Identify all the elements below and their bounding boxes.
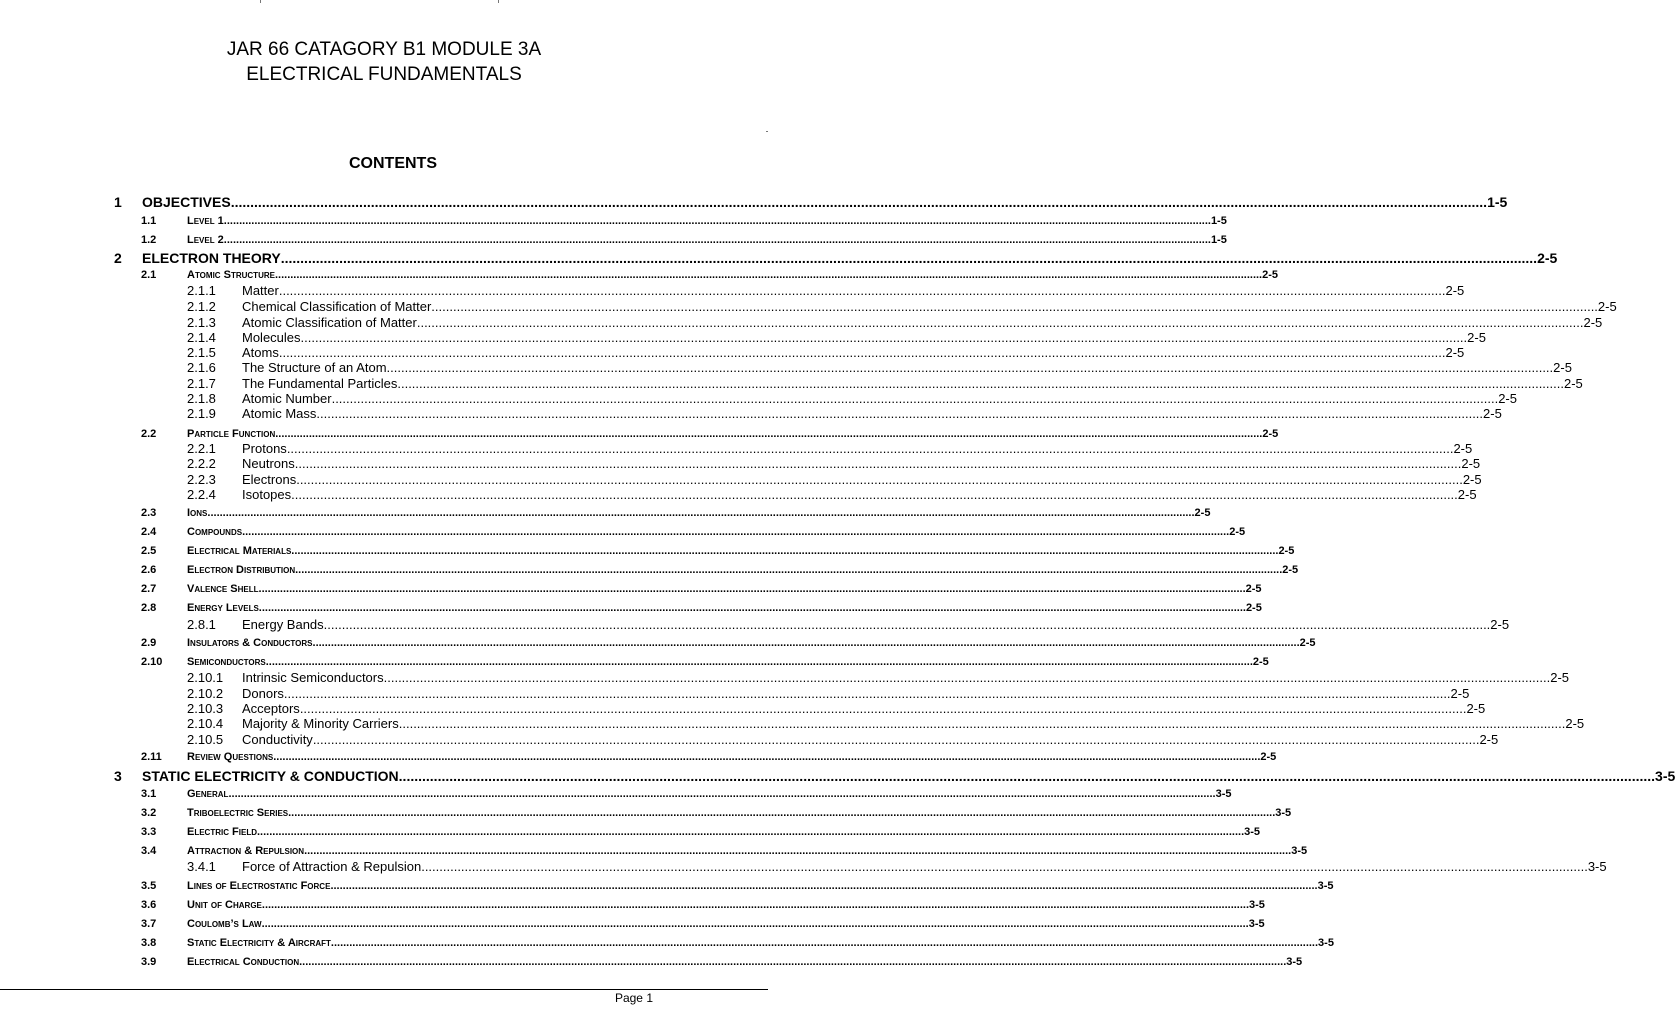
toc-leader-dots xyxy=(300,701,1467,716)
toc-entry-level3[interactable] xyxy=(187,487,1477,502)
toc-leader-dots xyxy=(288,806,1275,821)
toc-entry-number: 2.1.9 xyxy=(187,406,216,421)
toc-entry-level3[interactable] xyxy=(187,670,1570,685)
toc-leader-dots xyxy=(224,214,1211,229)
toc-entry-number: 3 xyxy=(114,768,122,784)
toc-leader-dots xyxy=(291,487,1458,502)
toc-entry-title: Electrons xyxy=(242,472,297,487)
toc-entry-number: 2.6 xyxy=(141,564,157,576)
toc-entry-title: Electrical Materials xyxy=(187,545,292,557)
contents-heading: CONTENTS xyxy=(349,155,437,172)
toc-entry-title: Energy Bands xyxy=(242,617,324,632)
toc-entry-title: Intrinsic Semiconductors xyxy=(242,670,384,685)
toc-entry-number: 2.2.1 xyxy=(187,441,216,456)
toc-entry-page: 2-5 xyxy=(1453,441,1473,456)
toc-entry-number: 1 xyxy=(114,194,122,210)
toc-entry-title: Level 2 xyxy=(187,234,224,246)
toc-entry-number: 2.11 xyxy=(141,751,162,763)
toc-entry-level2[interactable] xyxy=(141,879,1334,894)
toc-leader-dots xyxy=(417,315,1584,330)
toc-entry-page: 2-5 xyxy=(1498,391,1517,406)
toc-leader-dots xyxy=(231,193,1487,211)
toc-leader-dots xyxy=(257,825,1244,840)
toc-leader-dots xyxy=(313,732,1480,747)
toc-entry-level3[interactable] xyxy=(187,299,1617,314)
toc-entry-number: 1.1 xyxy=(141,215,157,227)
toc-entry-level2[interactable] xyxy=(141,655,1269,670)
toc-entry-level2[interactable] xyxy=(141,955,1303,970)
toc-entry-page: 2-5 xyxy=(1490,617,1510,632)
toc-entry-number: 2.1.1 xyxy=(187,283,216,298)
toc-entry-title: ELECTRON THEORY xyxy=(142,250,281,266)
toc-entry-title: Review Questions xyxy=(187,751,274,763)
toc-leader-dots xyxy=(332,391,1499,406)
toc-entry-number: 3.6 xyxy=(141,899,157,911)
toc-entry-title: Triboelectric Series xyxy=(187,807,289,819)
toc-entry-level2[interactable] xyxy=(141,636,1316,651)
toc-entry-level3[interactable] xyxy=(187,859,1607,874)
toc-entry-number: 2.2 xyxy=(141,428,157,440)
toc-entry-page: 2-5 xyxy=(1583,315,1603,330)
toc-entry-title: The Structure of an Atom xyxy=(242,360,387,375)
toc-entry-page: 3-5 xyxy=(1317,880,1334,892)
toc-entry-number: 2.1.5 xyxy=(187,345,216,360)
toc-leader-dots xyxy=(304,844,1291,859)
toc-entry-title: Atoms xyxy=(242,345,279,360)
toc-entry-level3[interactable] xyxy=(187,456,1481,471)
toc-entry-title: Matter xyxy=(242,283,279,298)
toc-entry-number: 2.8.1 xyxy=(187,617,216,632)
toc-entry-page: 3-5 xyxy=(1291,845,1308,857)
toc-entry-number: 3.4 xyxy=(141,845,157,857)
toc-leader-dots xyxy=(228,787,1215,802)
toc-entry-level1[interactable] xyxy=(114,767,1675,785)
toc-entry-title: Valence Shell xyxy=(187,583,259,595)
toc-entry-page: 2-5 xyxy=(1282,564,1299,576)
toc-entry-number: 2.10.5 xyxy=(187,732,224,747)
toc-leader-dots xyxy=(224,233,1211,248)
toc-entry-page: 2-5 xyxy=(1466,701,1486,716)
toc-leader-dots xyxy=(330,879,1317,894)
toc-entry-level2[interactable] xyxy=(141,917,1265,932)
page-number: Page 1 xyxy=(614,991,653,1005)
toc-entry-page: 2-5 xyxy=(1260,751,1277,763)
toc-entry-number: 2.10.2 xyxy=(187,686,224,701)
toc-entry-title: Conductivity xyxy=(242,732,313,747)
toc-entry-title: Molecules xyxy=(242,330,301,345)
toc-leader-dots xyxy=(262,917,1249,932)
toc-entry-page: 2-5 xyxy=(1550,670,1570,685)
toc-entry-title: Majority & Minority Carriers xyxy=(242,716,399,731)
toc-entry-page: 2-5 xyxy=(1450,686,1470,701)
toc-entry-page: 2-5 xyxy=(1483,406,1502,421)
toc-entry-page: 2-5 xyxy=(1565,716,1585,731)
toc-entry-number: 2.2.2 xyxy=(187,456,216,471)
toc-entry-page: 3-5 xyxy=(1275,807,1292,819)
toc-entry-page: 2-5 xyxy=(1467,330,1486,345)
toc-leader-dots xyxy=(295,563,1282,578)
toc-entry-title: Static Electricity & Aircraft xyxy=(187,937,331,949)
toc-entry-level3[interactable] xyxy=(187,441,1473,456)
toc-entry-title: OBJECTIVES xyxy=(142,194,231,210)
toc-leader-dots xyxy=(284,686,1451,701)
toc-leader-dots xyxy=(259,582,1246,597)
toc-entry-level2[interactable] xyxy=(141,214,1227,229)
toc-entry-level1[interactable] xyxy=(114,249,1558,267)
toc-leader-dots xyxy=(421,859,1588,874)
toc-entry-number: 2.1.6 xyxy=(187,360,216,375)
toc-entry-level2[interactable] xyxy=(141,936,1334,951)
toc-entry-title: Force of Attraction & Repulsion xyxy=(242,859,422,874)
toc-entry-level2[interactable] xyxy=(141,563,1299,578)
toc-entry-level3[interactable] xyxy=(187,360,1572,375)
toc-entry-level2[interactable] xyxy=(141,525,1246,540)
top-crop-mark-right xyxy=(498,0,499,3)
toc-leader-dots xyxy=(279,283,1446,298)
toc-entry-page: 2-5 xyxy=(1597,299,1617,314)
toc-entry-level2[interactable] xyxy=(141,233,1227,248)
toc-entry-level2[interactable] xyxy=(141,844,1308,859)
toc-entry-level3[interactable] xyxy=(187,686,1470,701)
toc-entry-number: 3.1 xyxy=(141,788,157,800)
toc-entry-page: 3-5 xyxy=(1655,768,1675,784)
toc-entry-page: 1-5 xyxy=(1487,194,1508,210)
toc-entry-number: 2.9 xyxy=(141,637,157,649)
toc-entry-title: Lines of Electrostatic Force xyxy=(187,880,331,892)
toc-leader-dots xyxy=(287,441,1454,456)
toc-entry-level3[interactable] xyxy=(187,391,1517,406)
toc-entry-number: 1.2 xyxy=(141,234,157,246)
toc-leader-dots xyxy=(296,472,1463,487)
toc-leader-dots xyxy=(279,345,1446,360)
toc-entry-title: Unit of Charge xyxy=(187,899,262,911)
toc-entry-level3[interactable] xyxy=(187,716,1585,731)
toc-leader-dots xyxy=(275,268,1262,283)
toc-entry-title: Atomic Mass xyxy=(242,406,317,421)
toc-entry-page: 3-5 xyxy=(1286,956,1303,968)
footer-rule xyxy=(0,989,768,990)
toc-entry-page: 2-5 xyxy=(1299,637,1316,649)
toc-entry-level2[interactable] xyxy=(141,427,1279,442)
toc-entry-level3[interactable] xyxy=(187,376,1583,391)
toc-entry-page: 2-5 xyxy=(1194,507,1211,519)
toc-entry-page: 2-5 xyxy=(1563,376,1583,391)
toc-entry-level1[interactable] xyxy=(114,193,1508,211)
toc-entry-level2[interactable] xyxy=(141,806,1292,821)
toc-entry-level2[interactable] xyxy=(141,268,1279,283)
toc-entry-page: 2-5 xyxy=(1245,583,1262,595)
toc-entry-page: 3-5 xyxy=(1249,899,1265,911)
toc-entry-title: General xyxy=(187,788,229,800)
toc-entry-title: Donors xyxy=(242,686,284,701)
toc-leader-dots xyxy=(266,655,1253,670)
toc-entry-page: 2-5 xyxy=(1278,545,1295,557)
toc-leader-dots xyxy=(262,898,1249,913)
toc-entry-level3[interactable] xyxy=(187,283,1465,298)
toc-leader-dots xyxy=(331,936,1318,951)
toc-entry-title: Chemical Classification of Matter xyxy=(242,299,432,314)
toc-entry-number: 2.1.2 xyxy=(187,299,216,314)
toc-entry-number: 3.3 xyxy=(141,826,157,838)
toc-entry-number: 2.5 xyxy=(141,545,157,557)
toc-entry-number: 3.7 xyxy=(141,918,157,930)
toc-leader-dots xyxy=(259,601,1246,616)
toc-entry-level2[interactable] xyxy=(141,825,1261,840)
toc-entry-page: 2-5 xyxy=(1229,526,1246,538)
document-title-line1: JAR 66 CATAGORY B1 MODULE 3A xyxy=(226,39,542,60)
document-title-line2: ELECTRICAL FUNDAMENTALS xyxy=(246,64,522,85)
toc-entry-title: Atomic Number xyxy=(242,391,332,406)
toc-entry-number: 2.10.1 xyxy=(187,670,224,685)
toc-entry-level2[interactable] xyxy=(141,898,1265,913)
toc-entry-title: Ions xyxy=(187,507,208,519)
toc-leader-dots xyxy=(399,767,1655,785)
toc-entry-page: 2-5 xyxy=(1245,602,1262,614)
toc-entry-level3[interactable] xyxy=(187,732,1499,747)
toc-entry-number: 2.1.3 xyxy=(187,315,216,330)
toc-entry-title: Protons xyxy=(242,441,287,456)
toc-leader-dots xyxy=(273,750,1260,765)
toc-entry-number: 2.1.8 xyxy=(187,391,216,406)
toc-entry-level3[interactable] xyxy=(187,406,1502,421)
toc-entry-title: Insulators & Conductors xyxy=(187,637,313,649)
toc-entry-number: 3.2 xyxy=(141,807,157,819)
toc-entry-number: 2.1.7 xyxy=(187,376,216,391)
toc-entry-level3[interactable] xyxy=(187,315,1603,330)
toc-entry-number: 2.10.3 xyxy=(187,701,224,716)
toc-entry-number: 2.1 xyxy=(141,269,157,281)
toc-entry-number: 2.4 xyxy=(141,526,157,538)
toc-entry-level3[interactable] xyxy=(187,330,1486,345)
toc-entry-title: Electron Distribution xyxy=(187,564,296,576)
toc-entry-number: 3.5 xyxy=(141,880,157,892)
toc-entry-title: Energy Levels xyxy=(187,602,259,614)
toc-entry-level2[interactable] xyxy=(141,544,1295,559)
toc-entry-level2[interactable] xyxy=(141,601,1262,616)
toc-leader-dots xyxy=(295,456,1462,471)
toc-entry-number: 3.8 xyxy=(141,937,157,949)
toc-leader-dots xyxy=(397,376,1564,391)
toc-entry-level3[interactable] xyxy=(187,345,1465,360)
toc-entry-title: Coulomb’s Law xyxy=(187,918,262,930)
toc-entry-title: Attraction & Repulsion xyxy=(187,845,305,857)
toc-entry-number: 2.2.3 xyxy=(187,472,216,487)
toc-entry-title: Electrical Conduction xyxy=(187,956,300,968)
toc-entry-number: 2.10 xyxy=(141,656,163,668)
toc-leader-dots xyxy=(387,360,1554,375)
toc-entry-title: Isotopes xyxy=(242,487,292,502)
toc-leader-dots xyxy=(399,716,1566,731)
toc-entry-page: 2-5 xyxy=(1457,487,1477,502)
toc-entry-level3[interactable] xyxy=(187,701,1486,716)
toc-leader-dots xyxy=(242,525,1229,540)
side-crop-mark xyxy=(766,131,768,132)
toc-entry-title: Compounds xyxy=(187,526,243,538)
toc-entry-page: 3-5 xyxy=(1587,859,1607,874)
toc-entry-number: 2.10.4 xyxy=(187,716,224,731)
toc-entry-title: Neutrons xyxy=(242,456,295,471)
toc-entry-number: 2.8 xyxy=(141,602,157,614)
toc-leader-dots xyxy=(291,544,1278,559)
toc-leader-dots xyxy=(316,406,1483,421)
toc-entry-page: 3-5 xyxy=(1318,937,1334,949)
toc-entry-title: Atomic Structure xyxy=(187,269,275,281)
toc-entry-title: Atomic Classification of Matter xyxy=(242,315,417,330)
toc-entry-title: Level 1 xyxy=(187,215,224,227)
toc-entry-number: 2.3 xyxy=(141,507,157,519)
top-crop-mark-left xyxy=(260,0,261,3)
toc-entry-number: 3.4.1 xyxy=(187,859,216,874)
toc-leader-dots xyxy=(299,955,1286,970)
toc-leader-dots xyxy=(384,670,1551,685)
toc-entry-level2[interactable] xyxy=(141,582,1262,597)
toc-entry-page: 1-5 xyxy=(1210,215,1227,227)
toc-entry-page: 1-5 xyxy=(1210,234,1227,246)
toc-entry-page: 3-5 xyxy=(1244,826,1261,838)
toc-entry-page: 2-5 xyxy=(1445,345,1465,360)
toc-entry-number: 2.7 xyxy=(141,583,157,595)
toc-entry-page: 2-5 xyxy=(1479,732,1499,747)
toc-leader-dots xyxy=(301,330,1468,345)
toc-entry-page: 2-5 xyxy=(1252,656,1269,668)
toc-entry-page: 2-5 xyxy=(1461,456,1481,471)
toc-leader-dots xyxy=(313,636,1300,651)
toc-entry-page: 2-5 xyxy=(1445,283,1465,298)
toc-entry-page: 2-5 xyxy=(1262,269,1279,281)
toc-entry-title: Acceptors xyxy=(242,701,300,716)
toc-entry-title: Semiconductors xyxy=(187,656,266,668)
toc-entry-page: 2-5 xyxy=(1537,250,1558,266)
toc-leader-dots xyxy=(324,617,1491,632)
toc-entry-level3[interactable] xyxy=(187,472,1482,487)
toc-entry-number: 2.1.4 xyxy=(187,330,216,345)
toc-entry-title: The Fundamental Particles xyxy=(242,376,398,391)
toc-entry-number: 2 xyxy=(114,250,122,266)
toc-entry-page: 2-5 xyxy=(1553,360,1572,375)
toc-leader-dots xyxy=(431,299,1598,314)
toc-entry-number: 3.9 xyxy=(141,956,157,968)
toc-entry-level2[interactable] xyxy=(141,750,1277,765)
toc-entry-title: Electric Field xyxy=(187,826,257,838)
toc-entry-page: 3-5 xyxy=(1215,788,1232,800)
toc-entry-page: 3-5 xyxy=(1248,918,1265,930)
toc-leader-dots xyxy=(281,249,1537,267)
toc-entry-page: 2-5 xyxy=(1462,472,1482,487)
toc-entry-number: 2.2.4 xyxy=(187,487,216,502)
toc-entry-level3[interactable] xyxy=(187,617,1510,632)
toc-entry-title: Particle Function xyxy=(187,428,276,440)
toc-leader-dots xyxy=(207,506,1194,521)
toc-entry-level2[interactable] xyxy=(141,787,1232,802)
toc-entry-page: 2-5 xyxy=(1262,428,1279,440)
toc-entry-title: STATIC ELECTRICITY & CONDUCTION xyxy=(142,768,399,784)
toc-leader-dots xyxy=(275,427,1262,442)
toc-entry-level2[interactable] xyxy=(141,506,1211,521)
